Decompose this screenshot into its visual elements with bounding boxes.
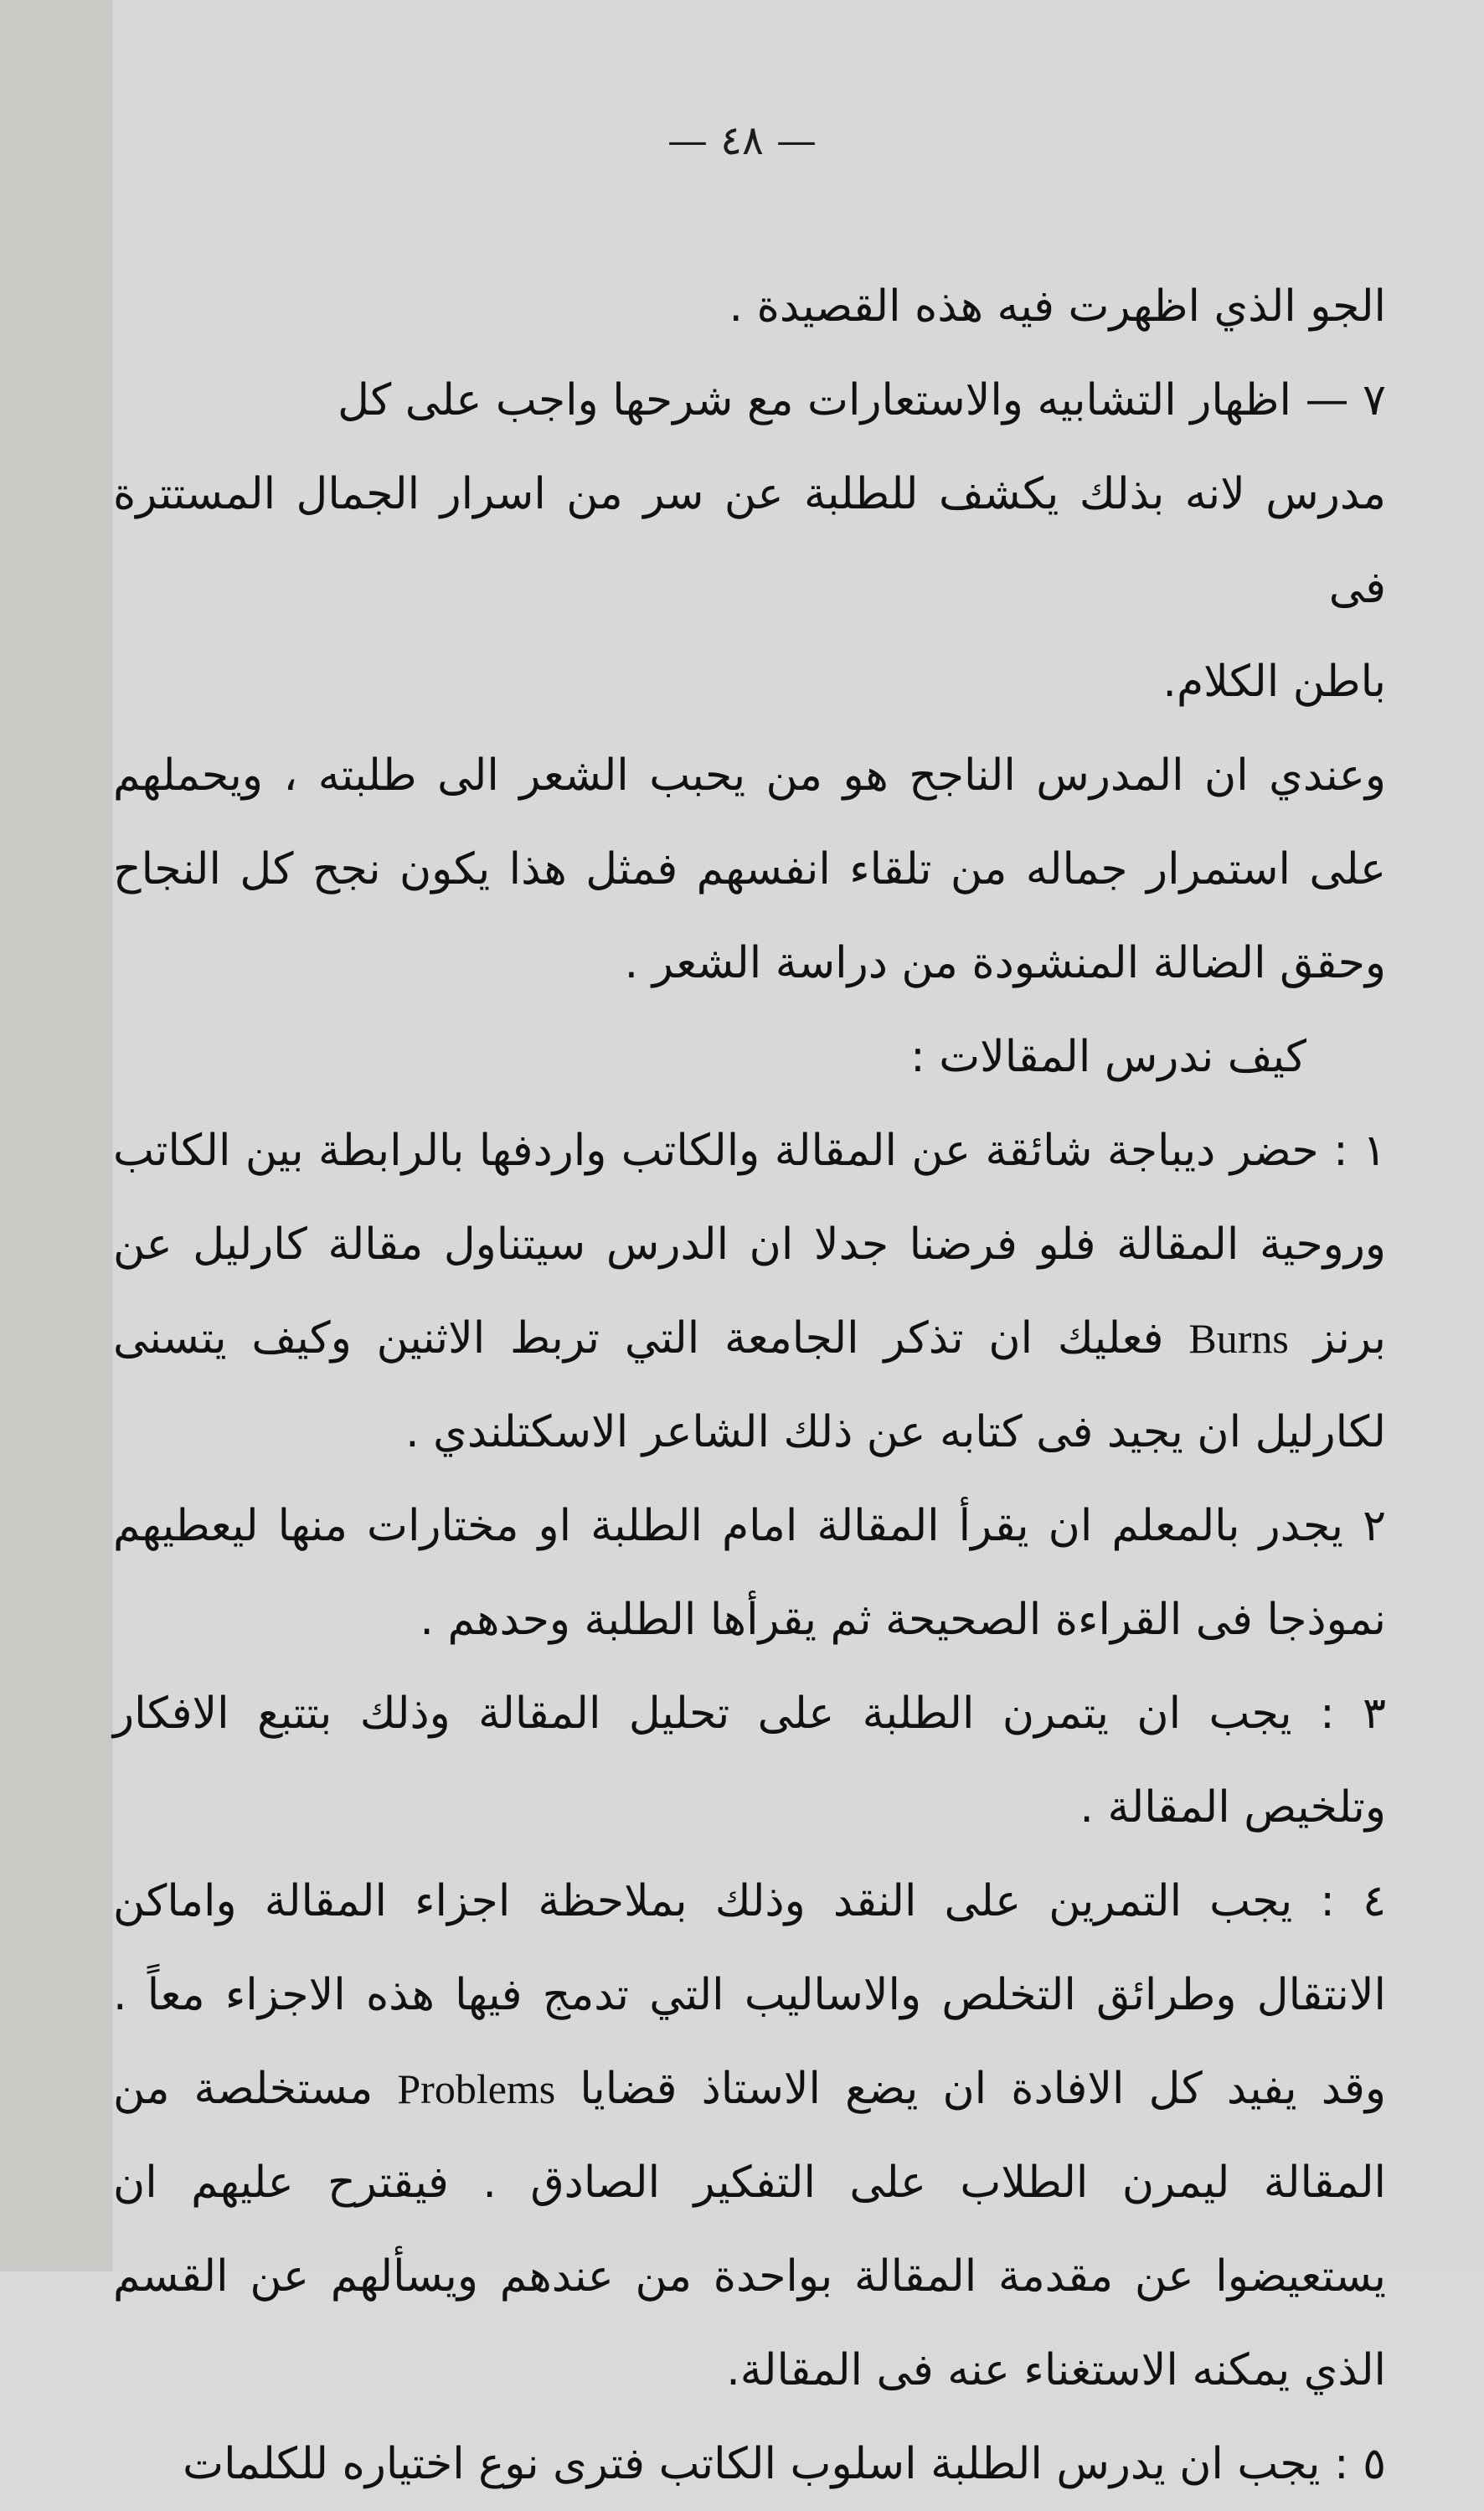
list-item-4-latin-word: Problems bbox=[397, 2065, 556, 2112]
list-item-3: ٣ : يجب ان يتمرن الطلبة على تحليل المقالة وذلك بتتبع الافكار وتلخيص المقالة . bbox=[113, 1689, 1386, 1833]
section-heading: كيف ندرس المقالات : bbox=[910, 1032, 1306, 1082]
list-item-1 bbox=[113, 1104, 1386, 1479]
text-line-2: ٧ — اظهار التشابيه والاستعارات مع شرحها واجب على كل bbox=[338, 375, 1386, 425]
list-item-1-latin-word: Burns bbox=[1188, 1315, 1289, 1362]
page-body bbox=[113, 260, 1386, 2511]
text-line-3: مدرس لانه بذلك يكشف للطلبة عن سر من اسرار الجمال المستترة فى bbox=[113, 469, 1386, 613]
list-item-4-text-after: مستخلصة من المقالة ليمرن الطلاب على التفكير الصادق . فيقترح عليهم ان يستعيضوا عن مقدمة المقالة بواحدة من عندهم ويسألهم عن القسم الذي يمكنه الاستغناء عنه فى المقالة. bbox=[113, 2064, 1386, 2395]
list-item-1-text-after: فعليك ان تذكر الجامعة التي تربط الاثنين وكيف يتسنى لكارليل ان يجيد فى كتابه عن ذلك الشاعر الاسكتلندي . bbox=[113, 1313, 1386, 1457]
paragraph-successful-teacher: وعندي ان المدرس الناجح هو من يحبب الشعر الى طلبته ، ويحملهم على استمرار جماله من تلقاء انفسهم فمثل هذا يكون نجح كل النجاح وحقق الضالة المنشودة من دراسة الشعر . bbox=[113, 750, 1386, 988]
list-item-5: ٥ : يجب ان يدرس الطلبة اسلوب الكاتب فترى نوع اختياره للكلمات bbox=[183, 2439, 1386, 2489]
list-item-1-text-before: ١ : حضر ديباجة شائقة عن المقالة والكاتب واردفها بالرابطة بين الكاتب وروحية المقالة فلو فرضنا جدلا ان الدرس سيتناول مقالة كارليل عن برنز bbox=[113, 1126, 1387, 1364]
text-line-1: الجو الذي اظهرت فيه هذه القصيدة . bbox=[729, 281, 1386, 332]
list-item-2: ٢ يجدر بالمعلم ان يقرأ المقالة امام الطلبة او مختارات منها ليعطيهم نموذجا فى القراءة الصحيحة ثم يقرأها الطلبة وحدهم . bbox=[113, 1501, 1386, 1645]
page-number: — ٤٨ — bbox=[667, 117, 817, 164]
list-item-4-text-before: ٤ : يجب التمرين على النقد وذلك بملاحظة اجزاء المقالة واماكن الانتقال وطرائق التخلص والاساليب التي تدمج فيها هذه الاجزاء معاً . وقد يفيد كل الافادة ان يضع الاستاذ قضايا bbox=[113, 1876, 1386, 2114]
list-item-4 bbox=[113, 1854, 1386, 2417]
page-gutter bbox=[0, 0, 113, 2271]
text-line-4: باطن الكلام. bbox=[1162, 657, 1386, 707]
